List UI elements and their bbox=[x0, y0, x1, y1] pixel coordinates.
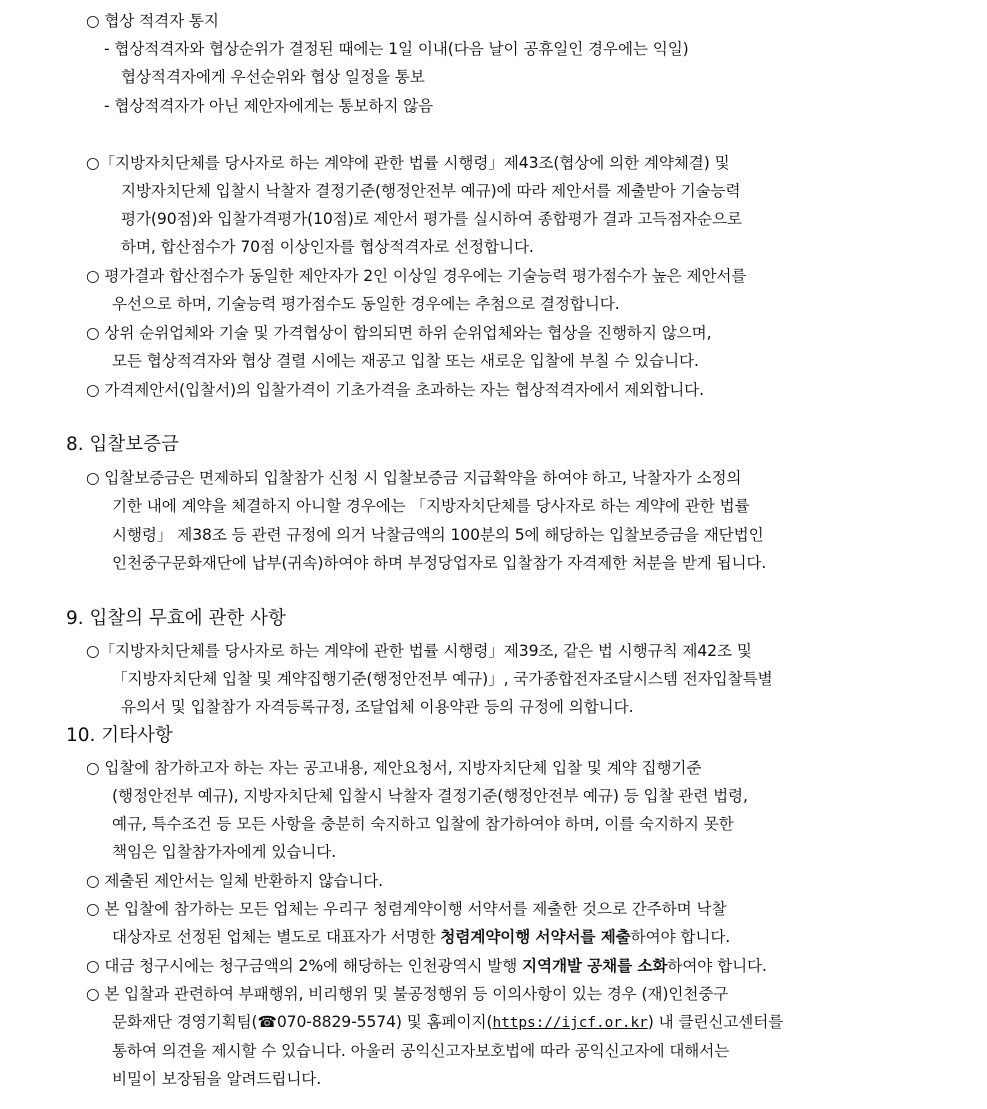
section-9-heading: 9. 입찰의 무효에 관한 사항 bbox=[66, 608, 286, 629]
s10-a-line2: (행정안전부 예규), 지방자치단체 입찰시 낙찰자 결정기준(행정안전부 예규) 등 입찰 관련 법령, bbox=[112, 787, 748, 805]
s10-c-line2-end: 하여야 합니다. bbox=[630, 928, 731, 946]
s8-line3: 시행령」 제38조 등 관련 규정에 의거 낙찰금액의 100분의 5에 해당하는 입찰보증금을 재단법인 bbox=[112, 526, 764, 544]
eval-p1-line3: 평가(90점)와 입찰가격평가(10점)로 제안서 평가를 실시하여 종합평가 결과 고득점자순으로 bbox=[121, 210, 742, 228]
eval-p2-line2: 우선으로 하며, 기술능력 평가점수도 동일한 경우에는 추첨으로 결정합니다. bbox=[112, 295, 620, 313]
notice-title: ○ 협상 적격자 통지 bbox=[86, 12, 219, 30]
s8-line4: 인천중구문화재단에 납부(귀속)하여야 하며 부정당업자로 입찰참가 자격제한 처분을 받게 됩니다. bbox=[112, 554, 767, 572]
s10-a-line3: 예규, 특수조건 등 모든 사항을 충분히 숙지하고 입찰에 참가하여야 하며, 이를 숙지하지 못한 bbox=[112, 815, 734, 833]
s10-e-line3: 통하여 의견을 제시할 수 있습니다. 아울러 공익신고자보호법에 따라 공익신고자에 대해서는 bbox=[112, 1042, 730, 1060]
s9-line1: ○「지방자치단체를 당사자로 하는 계약에 관한 법률 시행령」제39조, 같은 법 시행규칙 제42조 및 bbox=[86, 642, 752, 660]
s10-e-line4: 비밀이 보장됨을 알려드립니다. bbox=[112, 1070, 322, 1088]
eval-p2-line1: ○ 평가결과 합산점수가 동일한 제안자가 2인 이상일 경우에는 기술능력 평가점수가 높은 제안서를 bbox=[86, 267, 747, 285]
s8-line1: ○ 입찰보증금은 면제하되 입찰참가 신청 시 입찰보증금 지급확약을 하여야 하고, 낙찰자가 소정의 bbox=[86, 469, 742, 487]
s10-e-line2 bbox=[112, 1012, 783, 1033]
eval-p4-line1: ○ 가격제안서(입찰서)의 입찰가격이 기초가격을 초과하는 자는 협상적격자에서 제외합니다. bbox=[86, 381, 704, 399]
s10-d-line1 bbox=[86, 956, 767, 976]
s10-d-line1-end: 하여야 합니다. bbox=[667, 957, 767, 975]
eval-p1-line2: 지방자치단체 입찰시 낙찰자 결정기준(행정안전부 예규)에 따라 제안서를 제출받아 기술능력 bbox=[121, 182, 741, 200]
s10-c-line1: ○ 본 입찰에 참가하는 모든 업체는 우리구 청렴계약이행 서약서를 제출한 것으로 간주하며 낙찰 bbox=[86, 900, 727, 918]
s9-line2: 「지방자치단체 입찰 및 계약집행기준(행정안전부 예규)」, 국가종합전자조달시스템 전자입찰특별 bbox=[112, 670, 773, 688]
s10-c-line2-start: 대상자로 선정된 업체는 별도로 대표자가 서명한 bbox=[112, 928, 441, 946]
eval-p3-line1: ○ 상위 순위업체와 기술 및 가격협상이 합의되면 하위 순위업체와는 협상을 진행하지 않으며, bbox=[86, 324, 712, 342]
s10-e-line2-end: ) 내 클린신고센터를 bbox=[647, 1013, 784, 1031]
s9-line3: 유의서 및 입찰참가 자격등록규정, 조달업체 이용약관 등의 규정에 의합니다. bbox=[121, 698, 634, 716]
eval-p1-line4: 하며, 합산점수가 70점 이상인자를 협상적격자로 선정합니다. bbox=[121, 238, 534, 256]
section-10-heading: 10. 기타사항 bbox=[66, 725, 173, 746]
s8-line2: 기한 내에 계약을 체결하지 아니할 경우에는 「지방자치단체를 당사자로 하는 계약에 관한 법률 bbox=[112, 497, 750, 515]
s10-d-line1-start: ○ 대금 청구시에는 청구금액의 2%에 해당하는 인천광역시 발행 bbox=[86, 957, 523, 975]
s10-e-line1: ○ 본 입찰과 관련하여 부패행위, 비리행위 및 불공정행위 등 이의사항이 있는 경우 (재)인천중구 bbox=[86, 985, 729, 1003]
s10-a-line4: 책임은 입찰참가자에게 있습니다. bbox=[112, 843, 337, 861]
regional-bond-emphasis: 지역개발 공채를 소화 bbox=[522, 957, 668, 975]
homepage-link[interactable]: https://ijcf.or.kr bbox=[492, 1015, 648, 1031]
notice-dash2: - 협상적격자가 아닌 제안자에게는 통보하지 않음 bbox=[104, 97, 434, 115]
s10-b-line1: ○ 제출된 제안서는 일체 반환하지 않습니다. bbox=[86, 872, 384, 890]
s10-e-line2-start: 문화재단 경영기획팀(☎070-8829-5574) 및 홈페이지( bbox=[112, 1013, 493, 1031]
eval-p1-line1: ○「지방자치단체를 당사자로 하는 계약에 관한 법률 시행령」제43조(협상에 의한 계약체결) 및 bbox=[86, 154, 730, 172]
s10-a-line1: ○ 입찰에 참가하고자 하는 자는 공고내용, 제안요청서, 지방자치단체 입찰 및 계약 집행기준 bbox=[86, 759, 702, 777]
eval-p3-line2: 모든 협상적격자와 협상 결렬 시에는 재공고 입찰 또는 새로운 입찰에 부칠 수 있습니다. bbox=[112, 352, 699, 370]
notice-dash1-line2: 협상적격자에게 우선순위와 협상 일정을 통보 bbox=[121, 68, 425, 86]
integrity-pledge-emphasis: 청렴계약이행 서약서를 제출 bbox=[440, 928, 631, 946]
s10-c-line2 bbox=[112, 927, 730, 947]
notice-dash1-line1: - 협상적격자와 협상순위가 결정된 때에는 1일 이내(다음 날이 공휴일인 경우에는 익일) bbox=[104, 40, 689, 58]
section-8-heading: 8. 입찰보증금 bbox=[66, 434, 179, 455]
